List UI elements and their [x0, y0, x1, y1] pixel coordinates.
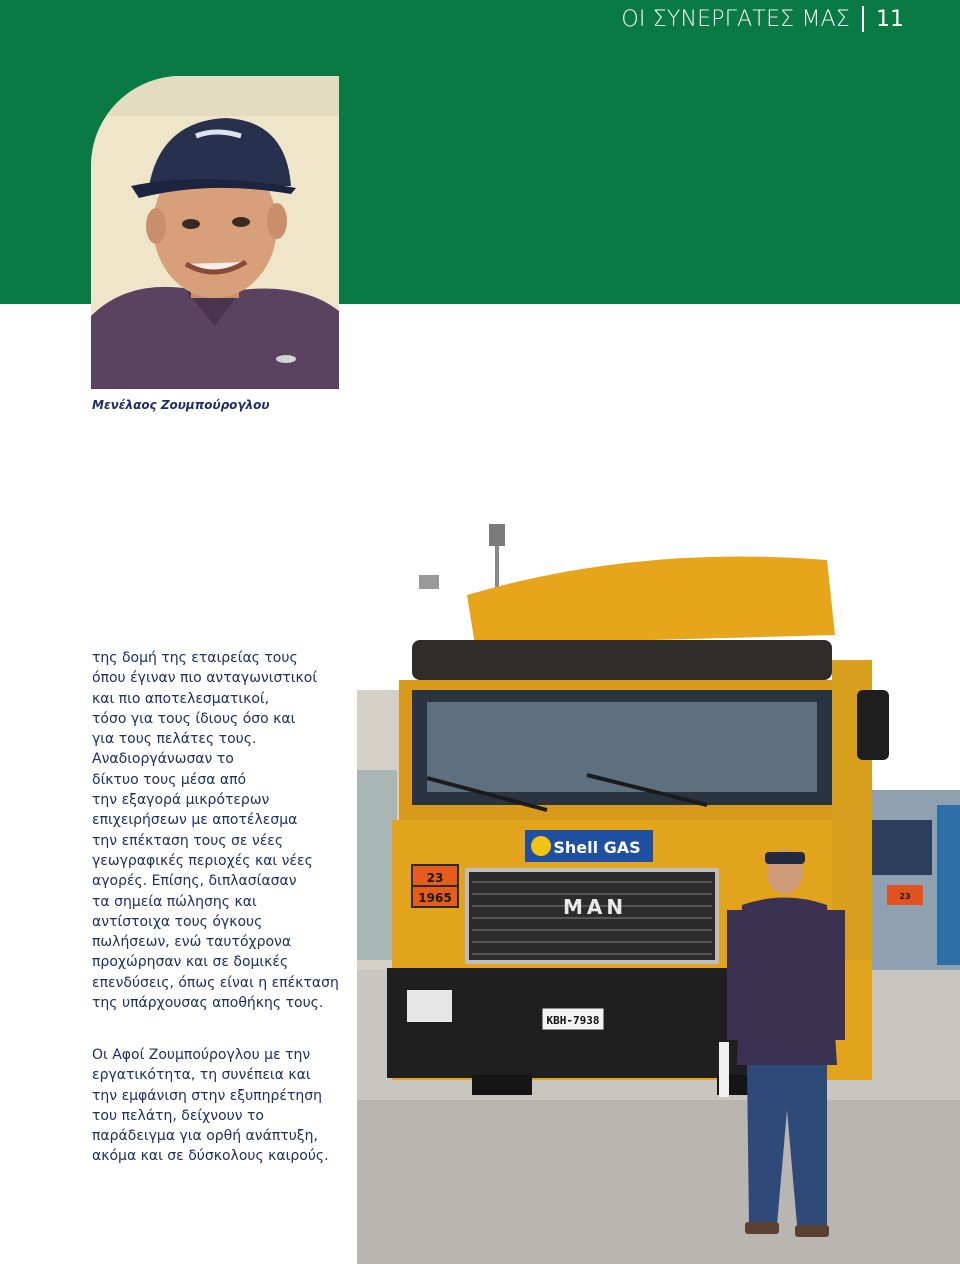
shell-gas-sign: Shell GAS [553, 838, 641, 857]
page-number: 11 [876, 6, 904, 32]
text-line: της υπάρχουσας αποθήκης τους. [92, 995, 324, 1012]
text-line: τα σημεία πώλησης και [92, 893, 257, 910]
text-line: για τους πελάτες τους. [92, 731, 257, 748]
license-plate: ΚΒΗ-7938 [546, 1014, 600, 1027]
hazard-number-bottom: 1965 [418, 891, 452, 905]
text-line: γεωγραφικές περιοχές και νέες [92, 852, 313, 869]
small-hazard-plate: 23 [899, 892, 911, 901]
text-line: αντίστοιχα τους όγκους [92, 913, 263, 930]
paragraph-2 [92, 1045, 342, 1167]
text-line: πωλήσεων, ενώ ταυτόχρονα [92, 934, 292, 951]
text-line: παράδειγμα για ορθή ανάπτυξη, [92, 1128, 318, 1145]
section-title: ΟΙ ΣΥΝΕΡΓΑΤΕΣ ΜΑΣ [621, 6, 850, 32]
text-line: την εμφάνιση στην εξυπηρέτηση [92, 1087, 322, 1104]
text-line: την επέκταση τους σε νέες [92, 832, 284, 849]
text-line: ακόμα και σε δύσκολους καιρούς. [92, 1148, 329, 1165]
text-line: προχώρησαν και σε δομικές [92, 954, 289, 971]
text-line: του πελάτη, δείχνουν το [92, 1107, 264, 1124]
shell-logo-icon [531, 836, 551, 856]
text-line: την εξαγορά μικρότερων [92, 792, 270, 809]
text-line: επενδύσεις, όπως είναι η επέκταση [92, 974, 339, 991]
text-line: και πιο αποτελεσματικοί, [92, 690, 270, 707]
header-divider [862, 6, 864, 32]
man-brand-logo: MAN [562, 895, 628, 919]
text-line: αγορές. Επίσης, διπλασίασαν [92, 873, 297, 890]
portrait-caption: Μενέλαος Ζουμπούρογλου [92, 398, 270, 412]
lamp-icon [489, 524, 505, 546]
portrait-photo [91, 76, 339, 389]
text-line: επιχειρήσεων με αποτέλεσμα [92, 812, 298, 829]
text-line: δίκτυο τους μέσα από [92, 771, 247, 788]
text-line: τόσο για τους ίδιους όσο και [92, 710, 296, 727]
text-line: Οι Αφοί Ζουμπούρογλου με την [92, 1047, 311, 1063]
text-line: όπου έγιναν πιο ανταγωνιστικοί [92, 670, 318, 687]
text-line: εργατικότητα, τη συνέπεια και [92, 1067, 311, 1084]
text-line: της δομή της εταιρείας τους [92, 650, 298, 666]
page-header [621, 6, 904, 32]
truck-photo [357, 520, 960, 1264]
text-line: Αναδιοργάνωσαν το [92, 751, 234, 768]
paragraph-1 [92, 648, 342, 1013]
hazard-number-top: 23 [426, 871, 444, 885]
